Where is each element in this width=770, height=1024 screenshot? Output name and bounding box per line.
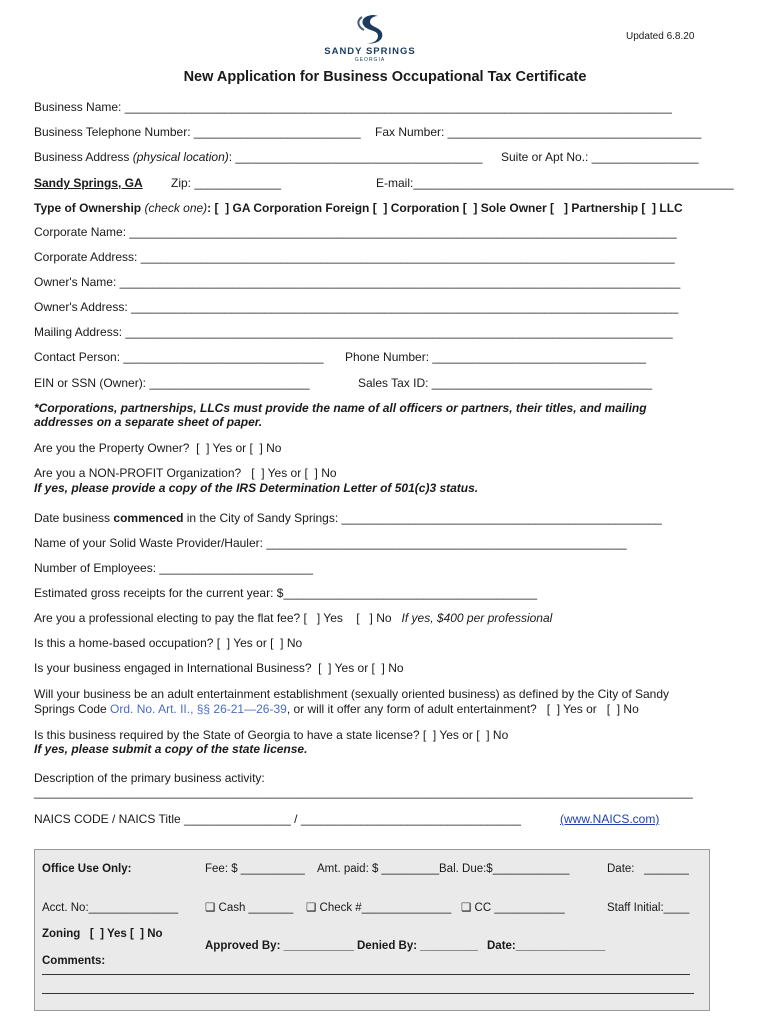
zoning-question[interactable]: Zoning [ ] Yes [ ] No — [42, 928, 163, 940]
adult-entertainment-line2[interactable] — [34, 702, 639, 716]
commenced-label-a: Date business — [34, 511, 114, 525]
ein-field[interactable]: EIN or SSN (Owner): ________________________ — [34, 376, 310, 390]
state-license-note: If yes, please submit a copy of the state license. — [34, 742, 308, 756]
staff-initial-field[interactable]: Staff Initial:____ — [607, 902, 690, 914]
sandy-springs-logo-icon — [322, 12, 418, 46]
nonprofit-question[interactable]: Are you a NON-PROFIT Organization? [ ] Yes or [ ] No — [34, 466, 337, 480]
approved-by-field[interactable]: Approved By: ___________ — [205, 940, 354, 952]
phone-number-field[interactable]: Phone Number: ________________________________ — [345, 350, 646, 364]
office-use-box — [34, 849, 710, 1011]
fee-field[interactable]: Fee: $ __________ — [205, 863, 305, 875]
state-license-question[interactable]: Is this business required by the State of Georgia to have a state license? [ ] Yes or [ ] No — [34, 728, 509, 742]
international-question[interactable]: Is your business engaged in International Business? [ ] Yes or [ ] No — [34, 661, 404, 675]
account-number-field[interactable]: Acct. No:______________ — [42, 902, 179, 914]
owner-address-field[interactable]: Owner's Address: __________________________________________________________________________________ — [34, 300, 679, 314]
amount-paid-field[interactable]: Amt. paid: $ _________ — [317, 863, 440, 875]
cash-checkbox-icon[interactable]: ❑ — [205, 902, 216, 914]
address-label: Business Address — [34, 150, 133, 164]
denied-by-field[interactable]: Denied By: _________ — [357, 940, 478, 952]
ownership-options[interactable]: : [ ] GA Corporation Foreign [ ] Corporation [ ] Sole Owner [ ] Partnership [ ] LLC — [207, 201, 683, 215]
balance-due-field[interactable]: Bal. Due:$____________ — [439, 863, 570, 875]
business-name-field[interactable]: Business Name: __________________________________________________________________________________ — [34, 100, 672, 114]
description-label: Description of the primary business activity: — [34, 771, 265, 785]
corporate-name-field[interactable]: Corporate Name: __________________________________________________________________________________ — [34, 225, 677, 239]
comments-line-2[interactable] — [42, 993, 694, 994]
description-field[interactable]: _______________________________________________________________________________________________________ — [34, 787, 693, 799]
contact-person-field[interactable]: Contact Person: ______________________________ — [34, 350, 324, 364]
zip-field[interactable]: Zip: _____________ — [171, 176, 282, 190]
fax-field[interactable]: Fax Number: ______________________________________ — [375, 125, 702, 139]
gross-receipts-field[interactable]: Estimated gross receipts for the current year: $______________________________________ — [34, 586, 538, 600]
check-option[interactable] — [306, 901, 451, 915]
comments-line-1[interactable] — [42, 974, 690, 975]
logo — [322, 12, 418, 62]
check-checkbox-icon[interactable]: ❑ — [306, 902, 317, 914]
officers-note-line1: *Corporations, partnerships, LLCs must provide the name of all officers or partners, their titles, and mailing — [34, 401, 647, 415]
cash-label: Cash _______ — [215, 902, 294, 914]
naics-link[interactable]: (www.NAICS.com) — [560, 812, 660, 826]
city-label: Sandy Springs, GA — [34, 176, 143, 190]
address-italic: (physical location) — [132, 150, 229, 164]
officers-note-line2: addresses on a separate sheet of paper. — [34, 415, 263, 429]
office-date-field[interactable]: Date: _______ — [607, 863, 689, 875]
sales-tax-field[interactable]: Sales Tax ID: _________________________________ — [358, 376, 653, 390]
address-line: : _____________________________________ — [228, 150, 483, 164]
home-based-question[interactable]: Is this a home-based occupation? [ ] Yes or [ ] No — [34, 636, 303, 650]
adult-code-link[interactable]: Ord. No. Art. II., §§ 26-21—26-39 — [110, 702, 287, 716]
commenced-label-c: in the City of Sandy Springs: ________________________________________________ — [183, 511, 662, 525]
suite-field[interactable]: Suite or Apt No.: ________________ — [501, 150, 699, 164]
mailing-address-field[interactable]: Mailing Address: __________________________________________________________________________________ — [34, 325, 673, 339]
commenced-label-b: commenced — [113, 511, 184, 525]
telephone-field[interactable]: Business Telephone Number: _________________________ — [34, 125, 361, 139]
adult-question[interactable]: , or will it offer any form of adult entertainment? [ ] Yes or [ ] No — [286, 702, 639, 716]
page-title: New Application for Business Occupational Tax Certificate — [183, 69, 587, 85]
adult-entertainment-line1: Will your business be an adult entertainment establishment (sexually oriented business) as defined by the City of Sandy — [34, 687, 670, 701]
professional-text[interactable]: Are you a professional electing to pay the flat fee? [ ] Yes [ ] No — [34, 611, 402, 625]
employees-field[interactable]: Number of Employees: _______________________ — [34, 561, 313, 575]
cc-option[interactable] — [461, 901, 565, 915]
solid-waste-field[interactable]: Name of your Solid Waste Provider/Hauler: ______________________________________________________ — [34, 536, 627, 550]
check-label: Check #______________ — [316, 902, 452, 914]
nonprofit-note: If yes, please provide a copy of the IRS Determination Letter of 501(c)3 status. — [34, 481, 479, 495]
adult-code-label: Springs Code — [34, 702, 111, 716]
cc-checkbox-icon[interactable]: ❑ — [461, 902, 472, 914]
corporate-address-field[interactable]: Corporate Address: ________________________________________________________________________________ — [34, 250, 675, 264]
owner-name-field[interactable]: Owner's Name: ____________________________________________________________________________________ — [34, 275, 681, 289]
email-field[interactable]: E-mail:________________________________________________ — [376, 176, 734, 190]
property-owner-question[interactable]: Are you the Property Owner? [ ] Yes or [ ] No — [34, 441, 282, 455]
naics-field[interactable]: NAICS CODE / NAICS Title ________________ / _________________________________ — [34, 812, 522, 826]
cash-option[interactable] — [205, 901, 293, 915]
comments-label: Comments: — [42, 955, 106, 967]
date-commenced-field[interactable] — [34, 511, 662, 525]
ownership-label: Type of Ownership — [34, 201, 145, 215]
updated-date: Updated 6.8.20 — [626, 31, 695, 42]
professional-question[interactable] — [34, 611, 552, 625]
ownership-check-one: (check one) — [144, 201, 208, 215]
business-address-field[interactable] — [34, 150, 482, 164]
office-use-label: Office Use Only: — [42, 863, 132, 875]
logo-name: SANDY SPRINGS — [324, 46, 416, 57]
ownership-type[interactable] — [34, 201, 683, 215]
logo-subtitle: GEORGIA — [354, 57, 386, 63]
office-date2-field[interactable]: Date:______________ — [487, 940, 606, 952]
cc-label: CC ___________ — [471, 902, 565, 914]
professional-note: If yes, $400 per professional — [401, 611, 553, 625]
